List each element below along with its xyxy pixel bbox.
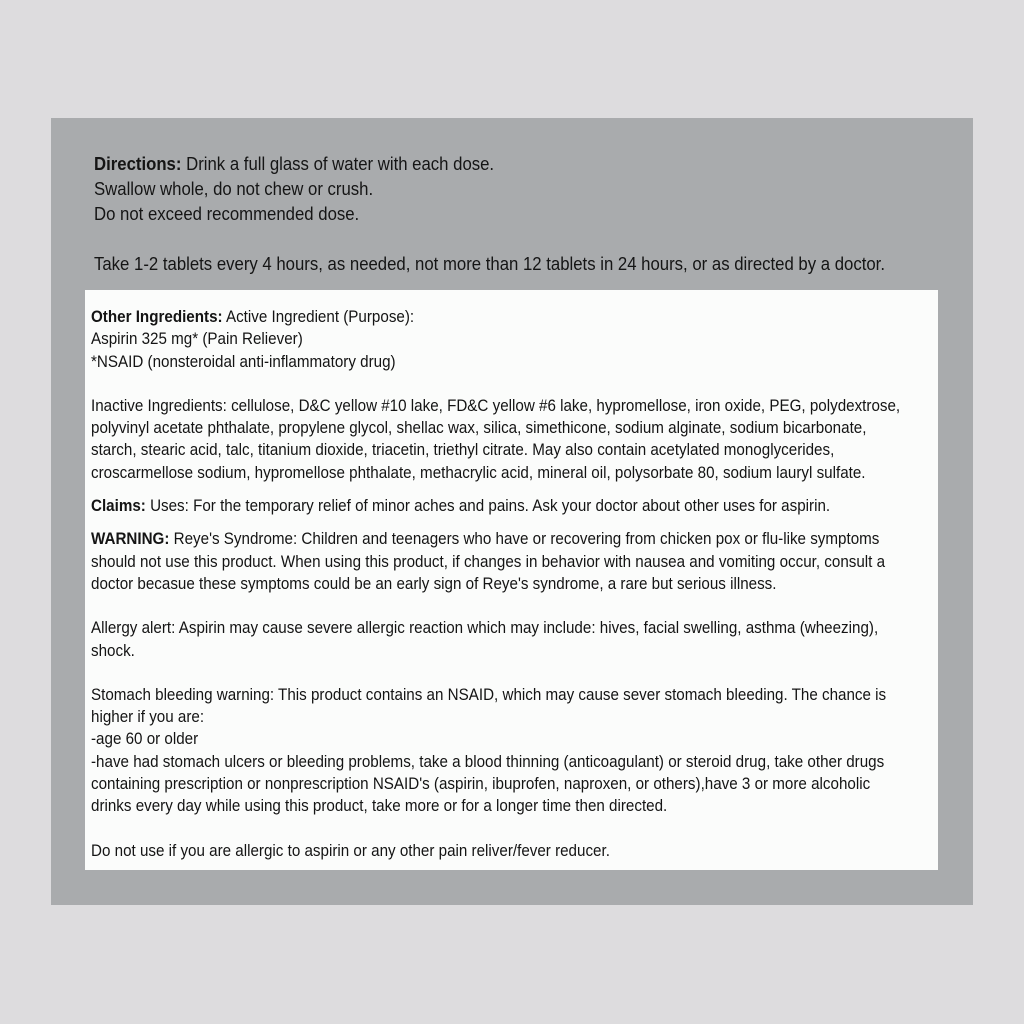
active-ingredient: Aspirin 325 mg* (Pain Reliever) bbox=[91, 330, 303, 349]
ingredients-box bbox=[85, 290, 938, 870]
warning-line-3: doctor becasue these symptoms could be an early sign of Reye's syndrome, a rare but serious illness. bbox=[91, 574, 777, 593]
other-ingredients-line-1 bbox=[91, 306, 910, 328]
directions-text: Drink a full glass of water with each dose. bbox=[186, 154, 495, 174]
inactive-line-3: starch, stearic acid, talc, titanium dioxide, triacetin, triethyl citrate. May also contain acetylated monoglycerides, bbox=[91, 441, 835, 460]
stomach-line-4: -have had stomach ulcers or bleeding problems, take a blood thinning (anticoagulant) or steroid drug, take other drugs bbox=[91, 752, 885, 771]
nsaid-note: *NSAID (nonsteroidal anti-inflammatory drug) bbox=[91, 352, 396, 371]
directions-section bbox=[94, 152, 894, 277]
ingredients-content bbox=[91, 306, 910, 862]
allergy-line-2: shock. bbox=[91, 641, 135, 660]
dosage-text: Take 1-2 tablets every 4 hours, as needed, not more than 12 tablets in 24 hours, or as directed by a doctor. bbox=[94, 254, 885, 274]
stomach-line-2: higher if you are: bbox=[91, 708, 205, 727]
final-note: Do not use if you are allergic to aspirin or any other pain reliver/fever reducer. bbox=[91, 841, 610, 860]
directions-line-2: Swallow whole, do not chew or crush. bbox=[94, 179, 374, 199]
inactive-line-4: croscarmellose sodium, hypromellose phthalate, methacrylic acid, mineral oil, polysorbate 80, sodium lauryl sulfate. bbox=[91, 463, 866, 482]
claims-text: Uses: For the temporary relief of minor aches and pains. Ask your doctor about other uses for aspirin. bbox=[150, 497, 831, 516]
claims-line bbox=[91, 495, 910, 517]
inactive-line-1: Inactive Ingredients: cellulose, D&C yellow #10 lake, FD&C yellow #6 lake, hypromellose, iron oxide, PEG, polydextrose, bbox=[91, 396, 901, 415]
directions-line-1 bbox=[94, 152, 894, 177]
claims-label: Claims: bbox=[91, 497, 146, 516]
directions-label: Directions: bbox=[94, 154, 182, 174]
stomach-line-3: -age 60 or older bbox=[91, 730, 199, 749]
stomach-line-6: drinks every day while using this product, take more or for a longer time then directed. bbox=[91, 797, 668, 816]
warning-text: Reye's Syndrome: Children and teenagers who have or recovering from chicken pox or flu-like symptoms bbox=[173, 530, 880, 549]
directions-line-3: Do not exceed recommended dose. bbox=[94, 204, 360, 224]
warning-line-1 bbox=[91, 528, 910, 550]
inactive-line-2: polyvinyl acetate phthalate, propylene glycol, shellac wax, silica, simethicone, sodium alginate, sodium bicarbonate, bbox=[91, 419, 867, 438]
label-panel bbox=[51, 118, 973, 905]
other-ingredients-label: Other Ingredients: bbox=[91, 308, 223, 326]
warning-label: WARNING: bbox=[91, 530, 170, 549]
warning-line-2: should not use this product. When using this product, if changes in behavior with nausea and vomiting occur, consult a bbox=[91, 552, 886, 571]
stomach-line-1: Stomach bleeding warning: This product contains an NSAID, which may cause sever stomach bleeding. The chance is bbox=[91, 685, 887, 704]
allergy-line-1: Allergy alert: Aspirin may cause severe allergic reaction which may include: hives, facial swelling, asthma (wheezing), bbox=[91, 619, 879, 638]
stomach-line-5: containing prescription or nonprescription NSAID's (aspirin, ibuprofen, naproxen, or others),have 3 or more alcoholic bbox=[91, 775, 871, 794]
active-ingredient-heading: Active Ingredient (Purpose): bbox=[225, 308, 415, 326]
